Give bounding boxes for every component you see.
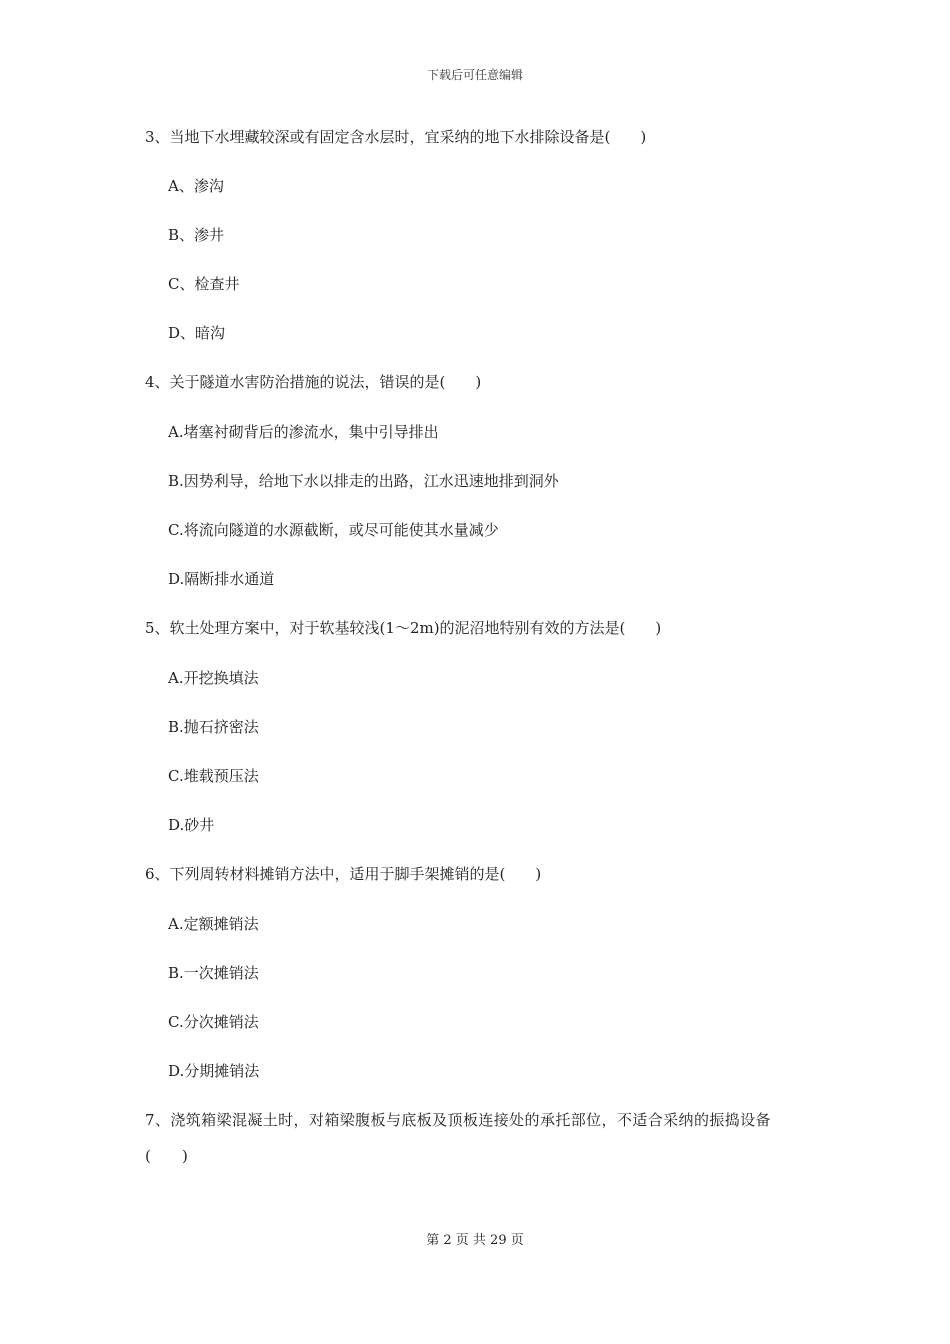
question-6-option-b: B.一次摊销法 [168,964,259,982]
question-3-option-c: C、检查井 [168,275,240,293]
page-header: 下载后可任意编辑 [426,68,523,82]
question-3-option-a: A、渗沟 [168,177,224,195]
question-6-option-a: A.定额摊销法 [168,915,259,933]
question-4-option-a: A.堵塞衬砌背后的渗流水，集中引导排出 [168,423,439,441]
question-6-option-c: C.分次摊销法 [168,1013,259,1031]
question-3-option-d: D、暗沟 [168,324,226,342]
question-4-option-d: D.隔断排水通道 [168,570,275,588]
question-5-option-b: B.抛石挤密法 [168,718,259,736]
question-5-option-c: C.堆载预压法 [168,767,259,785]
page-footer: 第 2 页 共 29 页 [426,1233,524,1248]
question-3-stem: 3、当地下水埋藏较深或有固定含水层时，宜采纳的地下水排除设备是( ) [145,128,647,146]
question-3-option-b: B、渗井 [168,226,225,244]
question-6-option-d: D.分期摊销法 [168,1062,260,1080]
question-4-option-c: C.将流向隧道的水源截断，或尽可能使其水量减少 [168,521,499,539]
question-5-option-d: D.砂井 [168,816,215,834]
question-4-option-b: B.因势利导，给地下水以排走的出路，江水迅速地排到洞外 [168,472,559,490]
question-7-stem: 7、浇筑箱梁混凝土时，对箱梁腹板与底板及顶板连接处的承托部位，不适合采纳的振捣设备( ) [145,1111,771,1165]
question-5-stem: 5、软土处理方案中，对于软基较浅(1～2m)的泥沼地特别有效的方法是( ) [145,619,662,637]
question-4-stem: 4、关于隧道水害防治措施的说法，错误的是( ) [145,373,482,391]
question-6-stem: 6、下列周转材料摊销方法中，适用于脚手架摊销的是( ) [145,865,542,883]
question-5-option-a: A.开挖换填法 [168,669,259,687]
